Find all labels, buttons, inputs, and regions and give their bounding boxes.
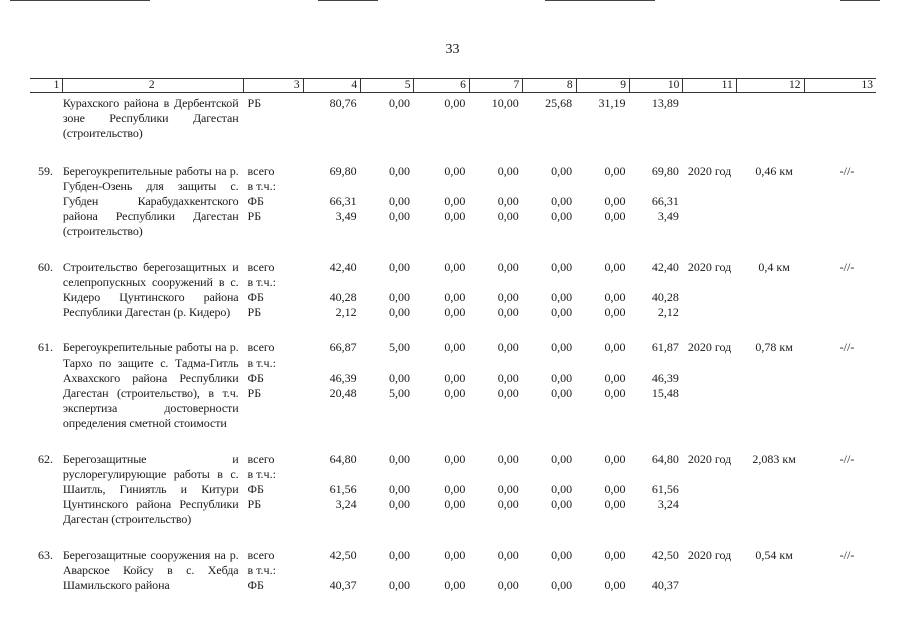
amount-value [469, 275, 518, 290]
amount-cell-c8 [523, 452, 576, 548]
column-header-2: 2 [63, 79, 244, 93]
amount-value: 0,00 [497, 305, 519, 320]
amount-value: 3,49 [657, 209, 679, 224]
amount-value: 0,00 [604, 451, 626, 466]
row-number [30, 93, 63, 164]
amount-value [361, 356, 410, 371]
amount-cell-c9 [576, 164, 629, 260]
amount-value: 0,00 [551, 386, 573, 400]
completion-year: 2020 год [687, 259, 732, 274]
amount-value: 2,12 [657, 305, 679, 320]
amount-cell-c5 [361, 340, 414, 451]
amount-value: 0,00 [388, 451, 410, 466]
amount-value: 0,00 [551, 370, 573, 385]
funding-source-label: РБ [247, 305, 262, 320]
amount-value: 0,00 [604, 578, 626, 593]
amount-value [630, 179, 679, 194]
amount-value: 0,00 [444, 497, 466, 512]
amount-value [630, 275, 679, 290]
amount-value: 0,00 [388, 209, 410, 224]
amount-value: 0,00 [551, 305, 573, 320]
amount-value: 0,00 [497, 193, 519, 208]
amount-value: 0,00 [551, 547, 573, 562]
ditto-mark: -//- [839, 547, 855, 562]
amount-value: 0,00 [444, 290, 466, 304]
amount-value: 0,00 [444, 305, 466, 320]
amount-value: 5,00 [388, 340, 410, 355]
amount-value: 80,76 [329, 96, 357, 110]
amount-value: 0,00 [444, 209, 466, 224]
amount-cell-c10 [630, 260, 683, 341]
amount-cell-c4 [303, 260, 360, 341]
amount-value [630, 563, 679, 578]
column-header-11: 11 [683, 79, 736, 93]
amount-cell-c8 [523, 260, 576, 341]
length-value: 0,78 км [755, 340, 793, 355]
amount-cell-c9 [576, 548, 629, 614]
amount-value [523, 275, 572, 290]
row-description: Берегоукрепительные работы на р. Тархо по защите с. Тадма-Гитль Ахвахского района Республики Дагестан (строительство), в т.ч. экспертиза достоверности определения сметной стоимости [62, 340, 239, 431]
funding-source-label: в т.ч.: [247, 355, 276, 370]
amount-value: 0,00 [604, 370, 626, 385]
amount-value: 0,00 [388, 290, 410, 304]
amount-value: 69,80 [651, 163, 679, 178]
amount-cell-c5 [361, 452, 414, 548]
amount-value [523, 179, 572, 194]
amount-value [414, 179, 465, 194]
amount-value: 0,00 [604, 259, 626, 274]
amount-value: 0,00 [604, 209, 626, 224]
amount-value [303, 467, 356, 482]
funding-source-label: РБ [247, 209, 262, 224]
amount-value: 0,00 [497, 290, 519, 304]
amount-value: 0,00 [444, 96, 466, 110]
completion-year: 2020 год [687, 451, 732, 466]
funding-source-label: ФБ [247, 482, 264, 497]
amount-value: 0,00 [551, 497, 573, 512]
amount-value: 0,00 [551, 578, 573, 593]
amount-cell-c4 [303, 548, 360, 614]
amount-value: 0,00 [388, 547, 410, 562]
page-top-rule-mid [318, 0, 378, 1]
funding-source-label: в т.ч.: [247, 274, 276, 289]
amount-value [469, 563, 518, 578]
amount-value: 31,19 [598, 96, 626, 110]
column-header-1: 1 [30, 79, 63, 93]
amount-value [469, 467, 518, 482]
amount-cell-c4 [303, 340, 360, 451]
page-top-rule-right [545, 0, 655, 1]
amount-value: 0,00 [497, 163, 519, 178]
funding-source-label: РБ [247, 386, 262, 400]
ditto-mark: -//- [839, 163, 855, 178]
amount-value: 61,56 [329, 482, 357, 497]
funding-source-label: всего [247, 259, 275, 274]
funding-source-label: РБ [247, 96, 262, 110]
amount-value: 0,00 [497, 340, 519, 355]
funding-source-label: в т.ч.: [247, 178, 276, 193]
funding-source-cell [244, 93, 304, 164]
amount-cell-c5 [361, 260, 414, 341]
amount-cell-c7 [469, 548, 522, 614]
amount-value: 0,00 [388, 259, 410, 274]
amount-value: 61,56 [651, 482, 679, 497]
amount-value: 42,40 [329, 259, 357, 274]
amount-value: 0,00 [604, 340, 626, 355]
amount-value: 0,00 [444, 370, 466, 385]
amount-value [576, 563, 625, 578]
length-value: 0,54 км [755, 547, 793, 562]
amount-cell-c4 [303, 452, 360, 548]
column-header-13: 13 [804, 79, 876, 93]
completion-year [683, 93, 736, 164]
column-header-9: 9 [576, 79, 629, 93]
amount-cell-c8 [523, 93, 576, 164]
page-number: 33 [445, 42, 460, 57]
amount-value: 42,40 [651, 259, 679, 274]
amount-value: 64,80 [329, 451, 357, 466]
column-header-6: 6 [414, 79, 469, 93]
amount-value: 0,00 [444, 386, 466, 400]
amount-value [303, 275, 356, 290]
amount-value: 0,00 [497, 547, 519, 562]
ditto-mark: -//- [839, 259, 855, 274]
amount-value: 13,89 [651, 96, 679, 110]
table-row [30, 548, 876, 614]
amount-value: 0,00 [551, 482, 573, 497]
amount-cell-c5 [361, 548, 414, 614]
length-value [736, 93, 804, 164]
amount-value: 0,00 [497, 209, 519, 224]
amount-value: 0,00 [388, 193, 410, 208]
amount-value: 0,00 [444, 482, 466, 497]
amount-value: 0,00 [551, 259, 573, 274]
funding-source-label: всего [247, 340, 275, 355]
amount-value: 3,24 [335, 497, 357, 512]
amount-value: 3,24 [657, 497, 679, 512]
length-value: 0,4 км [758, 259, 790, 274]
row-description: Берегозащитные и руслорегулирующие работы в с. Шаитль, Гиниятль и Китури Цунтинского района Республики Дагестан (строительство) [62, 451, 239, 527]
amount-value: 0,00 [551, 163, 573, 178]
amount-cell-c9 [576, 260, 629, 341]
amount-value [414, 356, 465, 371]
amount-value: 42,50 [651, 547, 679, 562]
amount-cell-c4 [303, 164, 360, 260]
amount-value: 40,28 [329, 290, 357, 304]
amount-value: 0,00 [604, 163, 626, 178]
amount-value: 0,00 [444, 163, 466, 178]
amount-value: 25,68 [545, 96, 573, 110]
amount-value: 66,31 [329, 193, 357, 208]
amount-value [576, 275, 625, 290]
amount-value [469, 356, 518, 371]
amount-value [361, 563, 410, 578]
amount-value [414, 467, 465, 482]
funding-source-label: ФБ [247, 370, 264, 385]
amount-cell-c10 [630, 93, 683, 164]
row-description: Берегоукрепительные работы на р. Губден-Озень для защиты с. Губден Карабудахкентского района Республики Дагестан (строительство) [62, 163, 239, 239]
row-number: 63. [38, 547, 53, 562]
amount-value [576, 356, 625, 371]
amount-value [630, 467, 679, 482]
amount-value: 0,00 [497, 259, 519, 274]
amount-cell-c6 [414, 164, 469, 260]
amount-value: 0,00 [388, 482, 410, 497]
funding-source-cell [244, 452, 304, 548]
amount-value: 0,00 [497, 482, 519, 497]
amount-value [576, 179, 625, 194]
amount-cell-c6 [414, 260, 469, 341]
amount-value: 0,00 [604, 386, 626, 400]
length-value: 2,083 км [752, 451, 796, 466]
row-description: Курахского района в Дербентской зоне Республики Дагестан (строительство) [62, 96, 239, 141]
funding-source-cell [244, 548, 304, 614]
amount-value [630, 356, 679, 371]
amount-value: 0,00 [551, 193, 573, 208]
amount-value: 5,00 [388, 386, 410, 400]
amount-value: 0,00 [551, 290, 573, 304]
row-number: 59. [38, 163, 53, 178]
amount-value: 0,00 [604, 193, 626, 208]
amount-value: 0,00 [604, 497, 626, 512]
ditto-mark [804, 93, 876, 164]
amount-value [414, 275, 465, 290]
amount-value: 0,00 [551, 451, 573, 466]
column-number-row [30, 79, 876, 93]
completion-year: 2020 год [687, 163, 732, 178]
amount-cell-c10 [630, 164, 683, 260]
amount-value [523, 467, 572, 482]
funding-source-label: всего [247, 547, 275, 562]
amount-cell-c5 [361, 93, 414, 164]
table-row [30, 164, 876, 260]
amount-value: 46,39 [329, 370, 357, 385]
funding-source-label: ФБ [247, 193, 264, 208]
amount-value [303, 563, 356, 578]
amount-cell-c8 [523, 164, 576, 260]
table-row [30, 260, 876, 341]
amount-cell-c6 [414, 93, 469, 164]
amount-cell-c6 [414, 340, 469, 451]
amount-value [361, 467, 410, 482]
ditto-mark: -//- [839, 340, 855, 355]
row-description: Строительство берегозащитных и селепропускных сооружений в с. Кидеро Цунтинского района Республики Дагестан (р. Кидеро) [62, 259, 239, 320]
amount-value [414, 563, 465, 578]
amount-value: 0,00 [388, 578, 410, 593]
amount-cell-c6 [414, 452, 469, 548]
column-header-7: 7 [469, 79, 522, 93]
amount-value: 46,39 [651, 370, 679, 385]
amount-cell-c7 [469, 260, 522, 341]
amount-cell-c8 [523, 548, 576, 614]
amount-cell-c4 [303, 93, 360, 164]
amount-value [303, 356, 356, 371]
amount-value: 0,00 [497, 497, 519, 512]
table-row [30, 340, 876, 451]
amount-value: 61,87 [651, 340, 679, 355]
amount-value: 0,00 [604, 482, 626, 497]
funding-source-label: ФБ [247, 290, 264, 304]
funding-source-cell [244, 340, 304, 451]
amount-value: 0,00 [604, 305, 626, 320]
amount-value: 40,28 [651, 290, 679, 304]
amount-value: 66,31 [651, 193, 679, 208]
amount-value [361, 275, 410, 290]
amount-cell-c10 [630, 548, 683, 614]
amount-cell-c9 [576, 93, 629, 164]
row-number: 62. [38, 451, 53, 466]
amount-value [361, 179, 410, 194]
amount-value: 0,00 [497, 578, 519, 593]
amount-value [523, 356, 572, 371]
amount-value: 40,37 [329, 578, 357, 593]
funding-source-cell [244, 260, 304, 341]
amount-value: 3,49 [335, 209, 357, 224]
completion-year: 2020 год [687, 340, 732, 355]
amount-cell-c9 [576, 340, 629, 451]
amount-value: 0,00 [497, 370, 519, 385]
amount-value: 42,50 [329, 547, 357, 562]
funding-source-label: всего [247, 451, 275, 466]
row-number: 60. [38, 259, 53, 274]
ditto-mark: -//- [839, 451, 855, 466]
column-header-3: 3 [244, 79, 304, 93]
funding-source-label: в т.ч.: [247, 562, 276, 577]
column-header-4: 4 [303, 79, 360, 93]
column-header-10: 10 [630, 79, 683, 93]
amount-value: 0,00 [497, 386, 519, 400]
amount-value: 0,00 [604, 290, 626, 304]
amount-value: 69,80 [329, 163, 357, 178]
page-top-rule-far-right [840, 0, 880, 1]
column-header-5: 5 [361, 79, 414, 93]
amount-value: 0,00 [388, 305, 410, 320]
amount-value [576, 467, 625, 482]
amount-value: 64,80 [651, 451, 679, 466]
amount-value: 0,00 [444, 193, 466, 208]
row-number: 61. [38, 340, 53, 355]
amount-value: 2,12 [335, 305, 357, 320]
amount-value: 0,00 [444, 451, 466, 466]
amount-cell-c7 [469, 93, 522, 164]
amount-cell-c10 [630, 452, 683, 548]
amount-value: 0,00 [444, 547, 466, 562]
funding-source-label: в т.ч.: [247, 466, 276, 481]
amount-value: 0,00 [388, 163, 410, 178]
funding-source-cell [244, 164, 304, 260]
amount-value: 15,48 [651, 386, 679, 400]
amount-value: 0,00 [388, 96, 410, 110]
amount-value: 66,87 [329, 340, 357, 355]
amount-cell-c10 [630, 340, 683, 451]
amount-value: 0,00 [388, 370, 410, 385]
row-description: Берегозащитные сооружения на р. Аварское Койсу в с. Хебда Шамильского района [62, 547, 239, 593]
amount-value: 0,00 [551, 209, 573, 224]
funding-source-label: РБ [247, 497, 262, 512]
funding-source-label: всего [247, 163, 275, 178]
column-header-12: 12 [736, 79, 804, 93]
amount-value [523, 563, 572, 578]
amount-cell-c6 [414, 548, 469, 614]
amount-cell-c7 [469, 340, 522, 451]
amount-value: 20,48 [329, 386, 357, 400]
amount-value [469, 179, 518, 194]
amount-cell-c8 [523, 340, 576, 451]
amount-value: 0,00 [444, 340, 466, 355]
completion-year: 2020 год [687, 547, 732, 562]
amount-cell-c7 [469, 164, 522, 260]
amount-value: 0,00 [444, 578, 466, 593]
funding-source-label: ФБ [247, 578, 264, 593]
amount-cell-c5 [361, 164, 414, 260]
column-header-8: 8 [523, 79, 576, 93]
amount-value: 0,00 [497, 451, 519, 466]
amount-value: 40,37 [651, 578, 679, 593]
table-row [30, 452, 876, 548]
table-row [30, 93, 876, 164]
budget-table [30, 78, 876, 613]
page-top-rule-left [10, 0, 150, 1]
amount-cell-c9 [576, 452, 629, 548]
amount-value: 0,00 [551, 340, 573, 355]
amount-value: 10,00 [491, 96, 519, 110]
amount-cell-c7 [469, 452, 522, 548]
amount-value: 0,00 [388, 497, 410, 512]
length-value: 0,46 км [755, 163, 793, 178]
amount-value: 0,00 [604, 547, 626, 562]
amount-value: 0,00 [444, 259, 466, 274]
amount-value [303, 179, 356, 194]
